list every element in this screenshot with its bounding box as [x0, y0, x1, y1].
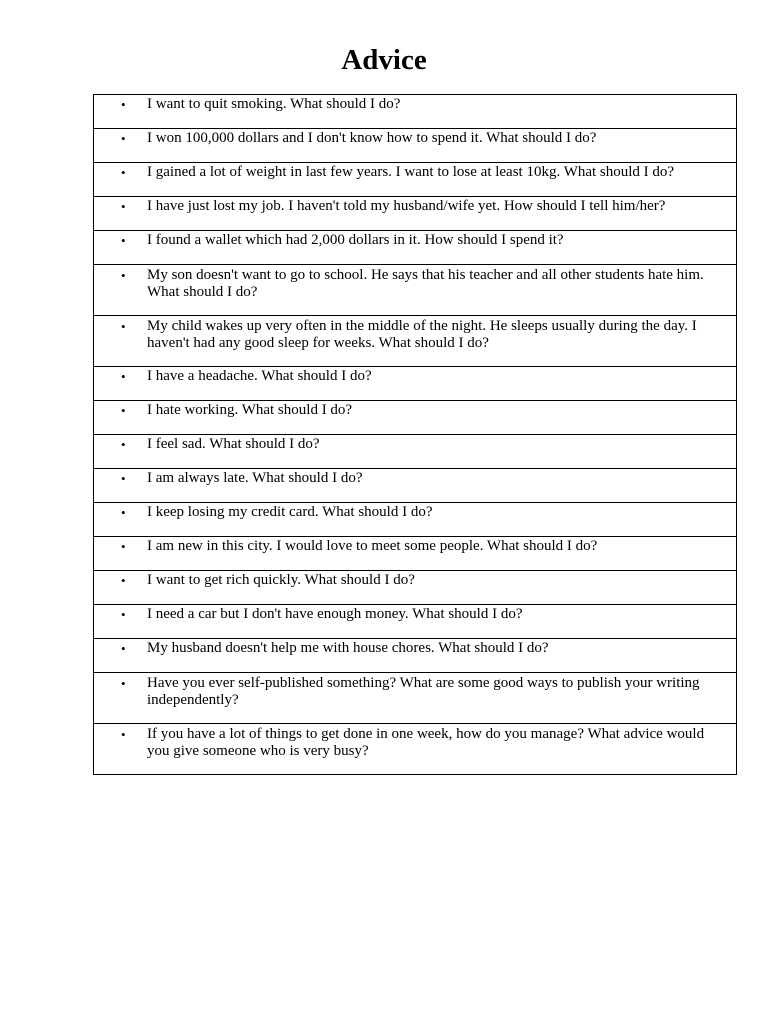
advice-question: My son doesn't want to go to school. He says that his teacher and all other students hate him. What should I do? [147, 267, 704, 300]
advice-question: I keep losing my credit card. What should I do? [147, 504, 433, 520]
bullet-icon: • [121, 437, 126, 452]
table-row [94, 231, 737, 265]
advice-question: I gained a lot of weight in last few years. I want to lose at least 10kg. What should I do? [147, 164, 675, 180]
table-cell [94, 316, 737, 367]
table-row [94, 435, 737, 469]
table-row [94, 639, 737, 673]
advice-question: I feel sad. What should I do? [147, 436, 320, 452]
table-cell [94, 571, 737, 605]
table-row [94, 401, 737, 435]
bullet-icon: • [121, 319, 126, 334]
table-cell [94, 265, 737, 316]
table-cell [94, 469, 737, 503]
bullet-icon: • [121, 199, 126, 214]
bullet-icon: • [121, 233, 126, 248]
table-cell [94, 367, 737, 401]
table-row [94, 469, 737, 503]
bullet-icon: • [121, 97, 126, 112]
table-cell [94, 129, 737, 163]
bullet-icon: • [121, 131, 126, 146]
advice-question: My child wakes up very often in the middle of the night. He sleeps usually during the day. I haven't had any good sleep for weeks. What should I do? [147, 318, 697, 351]
table-cell [94, 435, 737, 469]
advice-question: I need a car but I don't have enough money. What should I do? [147, 606, 523, 622]
bullet-icon: • [121, 573, 126, 588]
advice-question: I have a headache. What should I do? [147, 368, 372, 384]
advice-question: I hate working. What should I do? [147, 402, 353, 418]
bullet-icon: • [121, 727, 126, 742]
advice-question: I found a wallet which had 2,000 dollars in it. How should I spend it? [147, 232, 564, 248]
bullet-icon: • [121, 471, 126, 486]
table-row [94, 163, 737, 197]
advice-question: If you have a lot of things to get done in one week, how do you manage? What advice would you give someone who is very busy? [147, 726, 705, 759]
table-row [94, 95, 737, 129]
table-cell [94, 639, 737, 673]
table-cell [94, 503, 737, 537]
table-row [94, 673, 737, 724]
bullet-icon: • [121, 607, 126, 622]
advice-question: My husband doesn't help me with house chores. What should I do? [147, 640, 549, 656]
advice-question: I am new in this city. I would love to meet some people. What should I do? [147, 538, 598, 554]
table-row [94, 367, 737, 401]
advice-question: I want to get rich quickly. What should I do? [147, 572, 415, 588]
table-row [94, 537, 737, 571]
bullet-icon: • [121, 165, 126, 180]
table-row [94, 316, 737, 367]
table-cell [94, 401, 737, 435]
advice-question: I won 100,000 dollars and I don't know how to spend it. What should I do? [147, 130, 597, 146]
bullet-icon: • [121, 505, 126, 520]
table-cell [94, 605, 737, 639]
table-cell [94, 197, 737, 231]
table-row [94, 571, 737, 605]
table-row [94, 197, 737, 231]
advice-table [93, 94, 737, 775]
advice-question: I want to quit smoking. What should I do? [147, 96, 401, 112]
table-row [94, 605, 737, 639]
bullet-icon: • [121, 641, 126, 656]
advice-question: I have just lost my job. I haven't told my husband/wife yet. How should I tell him/her? [147, 198, 666, 214]
advice-question: Have you ever self-published something? What are some good ways to publish your writing independently? [147, 675, 700, 708]
bullet-icon: • [121, 369, 126, 384]
table-row [94, 129, 737, 163]
table-cell [94, 231, 737, 265]
bullet-icon: • [121, 676, 126, 691]
page-title: Advice [341, 44, 427, 76]
table-cell [94, 163, 737, 197]
table-row [94, 265, 737, 316]
bullet-icon: • [121, 539, 126, 554]
table-row [94, 503, 737, 537]
bullet-icon: • [121, 403, 126, 418]
bullet-icon: • [121, 268, 126, 283]
table-cell [94, 673, 737, 724]
table-cell [94, 724, 737, 775]
table-cell [94, 95, 737, 129]
table-row [94, 724, 737, 775]
table-cell [94, 537, 737, 571]
advice-question: I am always late. What should I do? [147, 470, 363, 486]
